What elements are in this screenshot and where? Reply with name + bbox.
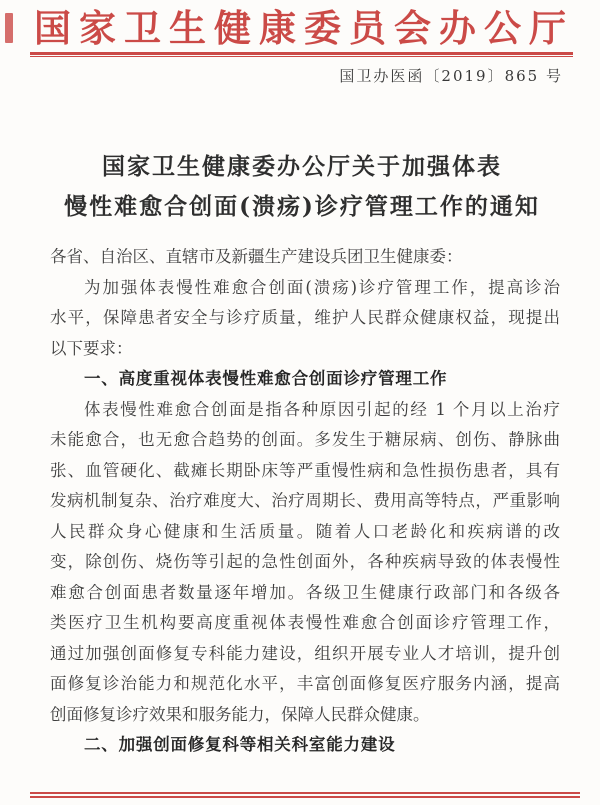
body-line: 体表慢性难愈合创面是指各种原因引起的经 1 个月以上治疗	[84, 399, 560, 419]
body-line: 为加强体表慢性难愈合创面(溃疡)诊疗管理工作，提高诊治	[84, 277, 560, 297]
body-line: 未能愈合，也无愈合趋势的创面。多发生于糖尿病、创伤、静脉曲	[50, 430, 560, 449]
body-line: 以下要求：	[50, 338, 133, 358]
document-title-line-2: 慢性难愈合创面(溃疡)诊疗管理工作的通知	[64, 193, 540, 220]
document-title-line-1: 国家卫生健康委办公厅关于加强体表	[102, 153, 502, 180]
document-body	[50, 242, 560, 761]
body-line: 水平，保障患者安全与诊疗质量，维护人民群众健康权益，现提出	[50, 308, 560, 327]
letterhead-title: 国家卫生健康委员会办公厅	[34, 6, 574, 50]
document-number: 国卫办医函〔2019〕865 号	[339, 67, 563, 85]
body-line: 张、血管硬化、截瘫长期卧床等严重慢性病和急性损伤患者，具有	[50, 460, 560, 480]
body-line: 难愈合创面患者数量逐年增加。各级卫生健康行政部门和各级各	[50, 582, 560, 602]
body-line: 人民群众身心健康和生活质量。随着人口老龄化和疾病谱的改	[50, 521, 560, 541]
letterhead-rule	[30, 52, 573, 57]
footer-rule	[30, 792, 580, 798]
section-heading-1: 一、高度重视体表慢性难愈合创面诊疗管理工作	[84, 369, 448, 388]
body-line: 创面修复诊疗效果和服务能力，保障人民群众健康。	[50, 704, 430, 724]
body-line: 类医疗卫生机构要高度重视体表慢性难愈合创面诊疗管理工作，	[50, 613, 560, 632]
body-line: 发病机制复杂、治疗难度大、治疗周期长、费用高等特点，严重影响	[50, 491, 560, 510]
section-heading-2: 二、加强创面修复科等相关科室能力建设	[84, 735, 396, 754]
body-line: 变，除创伤、烧伤等引起的急性创面外，各种疾病导致的体表慢性	[50, 552, 560, 571]
document-title	[46, 147, 558, 227]
body-line: 面修复诊治能力和规范化水平，丰富创面修复医疗服务内涵，提高	[50, 674, 560, 693]
salutation: 各省、自治区、直辖市及新疆生产建设兵团卫生健康委：	[50, 247, 463, 266]
body-line: 通过加强创面修复专科能力建设，组织开展专业人才培训，提升创	[50, 643, 560, 663]
